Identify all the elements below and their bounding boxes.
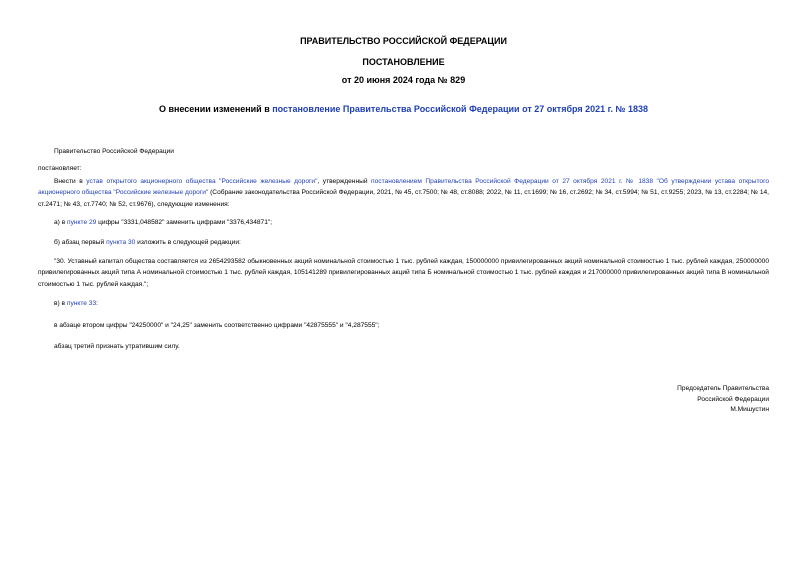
item-c-subparagraph-1: в абзаце втором цифры "24250000" и "24,25" заменить соответственно цифрами "42875555" и "4,287555"; xyxy=(54,322,380,329)
main-text-2: , утвержденный xyxy=(317,178,372,185)
item-b-prefix: б) абзац первый xyxy=(54,239,107,246)
charter-link[interactable]: устав открытого акционерного общества "Российские железные дороги" xyxy=(86,178,318,185)
document-date: от 20 июня 2024 года № 829 xyxy=(341,75,466,85)
item-c-link[interactable]: пункте 33 xyxy=(66,300,97,307)
title-prefix: О внесении изменений в xyxy=(158,104,273,114)
signatory-name: М.Мишустин xyxy=(730,406,769,413)
item-c-prefix: в) в xyxy=(54,300,67,307)
item-c-subparagraph-2: абзац третий признать утратившим силу. xyxy=(54,343,180,350)
item-c xyxy=(54,298,785,309)
signatory-organization: Российской Федерации xyxy=(697,396,769,403)
document-title xyxy=(0,104,807,115)
item-b xyxy=(54,237,785,248)
document-type: ПОСТАНОВЛЕНИЕ xyxy=(362,57,445,67)
issuing-organization: ПРАВИТЕЛЬСТВО РОССИЙСКОЙ ФЕДЕРАЦИИ xyxy=(300,36,507,46)
main-text-3: (Собрание законодательства Российской Федерации, 2021, № 45, ст.7500; № 48, ст.8088; 2022, № 11, ст.1699; № 16, ст.2692; № 34, ст.5994; № 51, ст.9255; 2023, № 13, ст.2284; № 14, ст.2471; № 43, ст.7740; № 52, ст.9676), следующие изменения: xyxy=(38,189,769,208)
title-link[interactable]: постановление Правительства Российской Федерации от 27 октября 2021 г. № 1838 xyxy=(272,104,649,114)
item-c-suffix: : xyxy=(96,300,98,307)
new-wording-quote: "30. Уставный капитал общества составляется из 2654293582 обыкновенных акций номинальной стоимостью 1 тыс. рублей каждая, 150000000 привилегированных акций номинальной стоимостью 1 тыс. рублей каждая, 250000000 привилегированных акций типа А номинальной стоимостью 1 тыс. рублей каждая, 105141289 привилегированных акций типа Б номинальной стоимостью 1 тыс. рублей каждая и 217000000 привилегированных акций типа В номинальной стоимостью 1 тыс. рублей каждая."; xyxy=(38,258,769,288)
item-a-prefix: а) в xyxy=(54,219,68,226)
signatory-position: Председатель Правительства xyxy=(677,385,769,392)
item-a-link[interactable]: пункте 29 xyxy=(67,219,97,226)
item-b-suffix: изложить в следующей редакции: xyxy=(135,239,241,246)
preamble: Правительство Российской Федерации xyxy=(54,148,174,155)
main-paragraph xyxy=(38,176,769,210)
resolution-link[interactable]: постановлением Правительства Российской Федерации от 27 октября 2021 г. № 1838 "Об утверждении устава открытого акционерного общества "Российские железные дороги" xyxy=(38,178,769,197)
item-a xyxy=(54,217,785,228)
main-text-1: Внести в xyxy=(54,178,87,185)
item-a-suffix: цифры "3331,048582" заменить цифрами "3376,434871"; xyxy=(96,219,273,226)
resolves-line: постановляет: xyxy=(38,165,82,172)
item-b-link[interactable]: пункта 30 xyxy=(106,239,136,246)
